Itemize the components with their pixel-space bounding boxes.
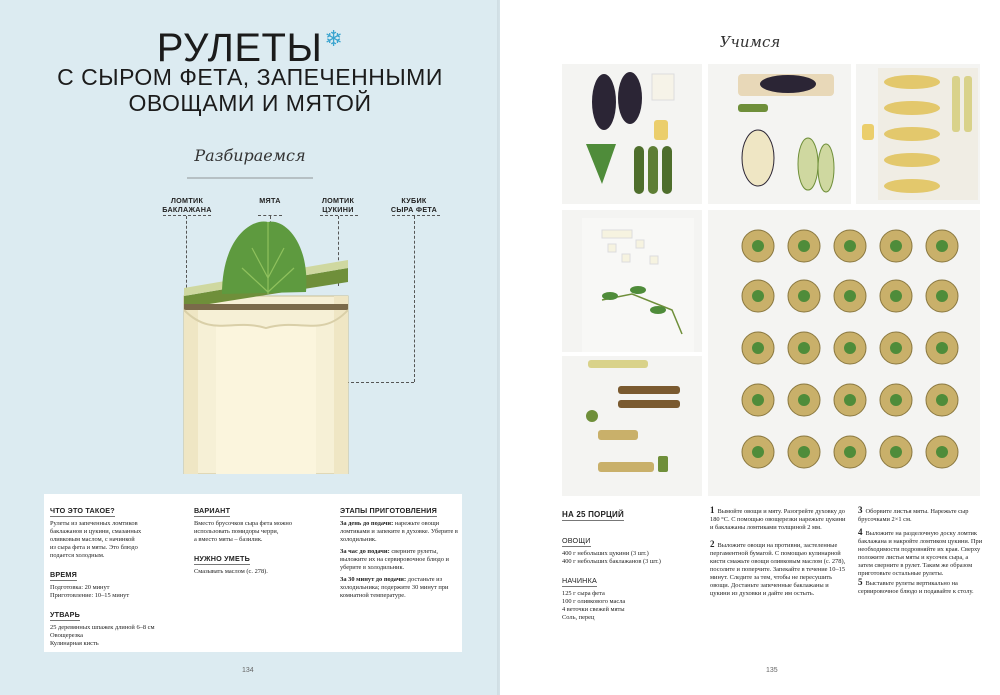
what-text: Рулеты из запеченных ломтиков баклажанов и цукини, смазанных оливковым маслом, с начинкой из сыра фета и мяты. Это блюдо подается холодным. — [50, 520, 142, 559]
photo-feta-mint — [562, 210, 702, 352]
step-2 — [710, 540, 850, 598]
time-heading: ВРЕМЯ — [50, 570, 77, 579]
step-1-number: 1 — [710, 505, 715, 515]
stage-1-text: нарежьте овощи ломтиками и запеките в духовке. Уберите в холодильник. — [340, 520, 458, 543]
vegetables-text: 400 г небольших цукини (3 шт.) 400 г небольших баклажанов (3 шт.) — [562, 550, 661, 565]
step-4-text: Выложите на разделочную доску ломтик баклажана и накройте ломтиком цукини. При необходимости подровняйте их края. Сверху положите листья мяты и кусочек сыра, а затем сверните в рулет. Таким же образом приготовьте остальные рулеты. — [858, 530, 983, 577]
stage-3 — [340, 576, 458, 600]
label-zucchini-line-1: ЛОМТИК — [321, 196, 355, 205]
variant-heading: ВАРИАНТ — [194, 506, 231, 515]
step-5-number: 5 — [858, 577, 863, 587]
label-eggplant-line-1: ЛОМТИК — [170, 196, 204, 205]
label-mint: МЯТА — [259, 196, 281, 205]
stages-heading: ЭТАПЫ ПРИГОТОВЛЕНИЯ — [340, 506, 438, 515]
skill-heading: НУЖНО УМЕТЬ — [194, 554, 250, 563]
label-eggplant-line-2: БАКЛАЖАНА — [162, 205, 212, 214]
section-heading-right: Учимся — [719, 33, 781, 51]
info-column-1 — [50, 500, 190, 652]
variant-text: Вместо брусочков сыра фета можно использовать помидоры черри, а вместо мяты – базилик. — [194, 520, 293, 543]
recipe-subtitle — [0, 64, 500, 116]
snowflake-icon: ❄ — [324, 26, 344, 51]
step-3-text: Оборвите листья мяты. Нарежьте сыр брусочками 2×1 см. — [858, 508, 969, 523]
subtitle-line-1: С СЫРОМ ФЕТА, ЗАПЕЧЕННЫМИ — [57, 64, 443, 90]
rolls-grid-illustration — [708, 210, 980, 496]
step-5-text: Выставьте рулеты вертикально на сервировочное блюдо и подавайте к столу. — [858, 580, 974, 595]
subtitle-line-2: ОВОЩАМИ И МЯТОЙ — [128, 90, 372, 116]
ingredients-illustration — [562, 64, 702, 204]
leader-feta-bar — [392, 215, 440, 216]
section-heading-left: Разбираемся — [194, 146, 306, 165]
step-5 — [858, 578, 984, 596]
photo-roll-assembly — [562, 356, 702, 496]
label-feta — [386, 196, 442, 214]
yield-heading: НА 25 ПОРЦИЙ — [562, 510, 624, 519]
step-2-text: Выложите овощи на противни, застеленные пергаментной бумагой. С помощью кулинарной кисти смажьте овощи оливковым маслом (с. 278), посолите и поперчите. Запекайте в течение 10–15 минут. Следите за тем, чтобы не пересушить овощи. Достаньте запеченные баклажаны и цукини из духовки и дайте им остыть. — [710, 542, 846, 597]
label-feta-line-2: СЫРА ФЕТА — [390, 205, 438, 214]
info-box — [44, 494, 462, 652]
info-column-2 — [194, 500, 328, 580]
baking-tray-illustration — [856, 64, 980, 204]
step-4-number: 4 — [858, 527, 863, 537]
ingredients-panel — [562, 504, 682, 626]
stage-2-label: За час до подачи: — [340, 548, 390, 555]
stage-2-text: сверните рулеты, выложите их на сервировочное блюдо и уберите в холодильник. — [340, 548, 449, 571]
stage-3-text: достаньте из холодильника; подержите 30 минут при комнатной температуре. — [340, 576, 449, 599]
photo-ingredients — [562, 64, 702, 204]
leader-feta — [414, 216, 415, 382]
roll-cross-section-illustration — [182, 208, 350, 474]
filling-text: 125 г сыра фета 100 г оливкового масла 4 веточки свежей мяты Соль, перец — [562, 590, 626, 621]
what-heading: ЧТО ЭТО ТАКОЕ? — [50, 506, 115, 515]
info-column-3 — [340, 500, 458, 604]
ornament-divider — [187, 174, 313, 182]
step-3-number: 3 — [858, 505, 863, 515]
skill-text: Смазывать маслом (с. 278). — [194, 568, 268, 575]
feta-mint-illustration — [562, 210, 702, 352]
stage-1-label: За день до подачи: — [340, 520, 394, 527]
stage-2 — [340, 548, 458, 572]
roll-assembly-illustration — [562, 356, 702, 496]
step-4 — [858, 528, 984, 578]
step-1 — [710, 506, 850, 532]
filling-heading: НАЧИНКА — [562, 576, 597, 585]
tools-heading: УТВАРЬ — [50, 610, 81, 619]
step-2-number: 2 — [710, 539, 715, 549]
tools-text: 25 деревянных шпажек длиной 6–8 см Овощерезка Кулинарная кисть — [50, 624, 155, 647]
step-3 — [858, 506, 984, 524]
vegetables-heading: ОВОЩИ — [562, 536, 591, 545]
right-page — [500, 0, 1000, 695]
page-number-left: 134 — [242, 667, 254, 674]
label-feta-line-1: КУБИК — [401, 196, 427, 205]
title-main: РУЛЕТЫ — [156, 26, 323, 70]
photo-slicing — [708, 64, 851, 204]
photo-finished-rolls — [708, 210, 980, 496]
time-text: Подготовка: 20 минут Приготовление: 10–15 минут — [50, 584, 130, 599]
photo-baking-tray — [856, 64, 980, 204]
label-zucchini-line-2: ЦУКИНИ — [322, 205, 354, 214]
stage-1 — [340, 520, 458, 544]
page-number-right: 135 — [766, 667, 778, 674]
slicing-illustration — [708, 64, 851, 204]
stage-3-label: За 30 минут до подачи: — [340, 576, 407, 583]
step-1-text: Вымойте овощи и мяту. Разогрейте духовку до 180 °C. С помощью овощерезки нарежьте цукини и баклажаны ломтиками толщиной 2 мм. — [710, 508, 846, 531]
